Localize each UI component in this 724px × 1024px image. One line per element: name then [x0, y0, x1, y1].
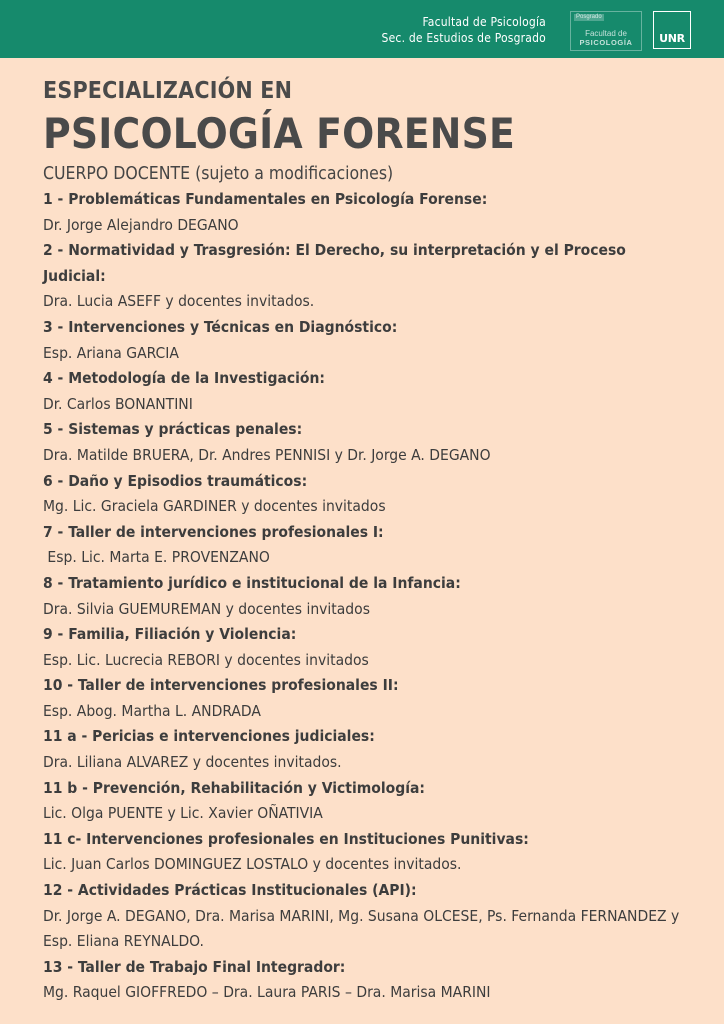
faculty-line-1: Facultad de Psicología: [422, 15, 546, 29]
course-staff: Dra. Lucia ASEFF y docentes invitados.: [43, 292, 315, 311]
course-staff: Lic. Olga PUENTE y Lic. Xavier OÑATIVIA: [43, 804, 323, 823]
course-item: [43, 520, 683, 571]
course-item: [43, 878, 683, 955]
course-staff: Dra. Matilde BRUERA, Dr. Andres PENNISI y Dr. Jorge A. DEGANO: [43, 445, 491, 464]
course-title: 12 - Actividades Prácticas Institucionales (API):: [43, 881, 417, 900]
course-title: 6 - Daño y Episodios traumáticos:: [43, 471, 308, 490]
course-staff: Esp. Lic. Marta E. PROVENZANO: [43, 548, 270, 567]
course-item: [43, 827, 683, 878]
course-title: 11 c- Intervenciones profesionales en Instituciones Punitivas:: [43, 829, 529, 848]
course-title: 1 - Problemáticas Fundamentales en Psicología Forense:: [43, 190, 488, 208]
course-item: [43, 417, 683, 468]
unr-logo: [653, 11, 691, 49]
course-staff: Esp. Abog. Martha L. ANDRADA: [43, 701, 261, 720]
posgrado-logo-line-1: Facultad de: [585, 29, 627, 38]
section-heading: CUERPO DOCENTE (sujeto a modificaciones): [43, 164, 394, 184]
course-title: 13 - Taller de Trabajo Final Integrador:: [43, 957, 346, 976]
course-item: [43, 673, 683, 724]
course-item: [43, 622, 683, 673]
posgrado-logo-tag: Posgrado: [576, 14, 602, 20]
course-title: 4 - Metodología de la Investigación:: [43, 369, 325, 388]
page-title: PSICOLOGÍA FORENSE: [43, 109, 516, 158]
course-title: 8 - Tratamiento jurídico e institucional de la Infancia:: [43, 573, 461, 592]
course-title: 9 - Familia, Filiación y Violencia:: [43, 625, 297, 644]
course-title: 11 a - Pericias e intervenciones judiciales:: [43, 727, 375, 746]
course-item: [43, 955, 683, 1006]
faculty-line-2: Sec. de Estudios de Posgrado: [381, 31, 546, 45]
course-item: [43, 187, 683, 238]
course-staff: Esp. Ariana GARCIA: [43, 343, 179, 362]
course-title: 2 - Normatividad y Trasgresión: El Derecho, su interpretación y el Proceso Judicial:: [43, 241, 626, 285]
course-staff: Mg. Lic. Graciela GARDINER y docentes invitados: [43, 497, 386, 516]
faculty-name: [382, 14, 546, 46]
main-content: [43, 78, 683, 1006]
course-title: 7 - Taller de intervenciones profesionales I:: [43, 522, 384, 541]
course-item: [43, 571, 683, 622]
posgrado-logo: [570, 11, 642, 51]
course-item: [43, 315, 683, 366]
course-staff: Dra. Silvia GUEMUREMAN y docentes invitados: [43, 599, 370, 618]
posgrado-logo-line-2: PSICOLOGÍA: [579, 38, 633, 47]
course-staff: Dr. Carlos BONANTINI: [43, 394, 193, 413]
course-staff: Dr. Jorge A. DEGANO, Dra. Marisa MARINI, Mg. Susana OLCESE, Ps. Fernanda FERNANDEZ y Esp. Eliana REYNALDO.: [43, 906, 680, 951]
course-title: 11 b - Prevención, Rehabilitación y Victimología:: [43, 778, 425, 797]
course-staff: Mg. Raquel GIOFFREDO – Dra. Laura PARIS – Dra. Marisa MARINI: [43, 983, 491, 1002]
course-title: 5 - Sistemas y prácticas penales:: [43, 420, 303, 439]
course-title: 10 - Taller de intervenciones profesionales II:: [43, 676, 399, 695]
course-item: [43, 469, 683, 520]
course-item: [43, 724, 683, 775]
course-item: [43, 366, 683, 417]
course-item: [43, 238, 683, 315]
course-title: 3 - Intervenciones y Técnicas en Diagnóstico:: [43, 317, 398, 336]
course-staff: Dra. Liliana ALVAREZ y docentes invitados.: [43, 753, 342, 772]
course-item: [43, 776, 683, 827]
header-band: [0, 0, 724, 58]
course-list: [43, 187, 683, 1006]
course-staff: Lic. Juan Carlos DOMINGUEZ LOSTALO y docentes invitados.: [43, 855, 462, 874]
unr-logo-text: UNR: [659, 32, 685, 45]
page-subtitle: ESPECIALIZACIÓN EN: [43, 78, 293, 104]
course-staff: Esp. Lic. Lucrecia REBORI y docentes invitados: [43, 650, 369, 669]
course-staff: Dr. Jorge Alejandro DEGANO: [43, 215, 239, 234]
